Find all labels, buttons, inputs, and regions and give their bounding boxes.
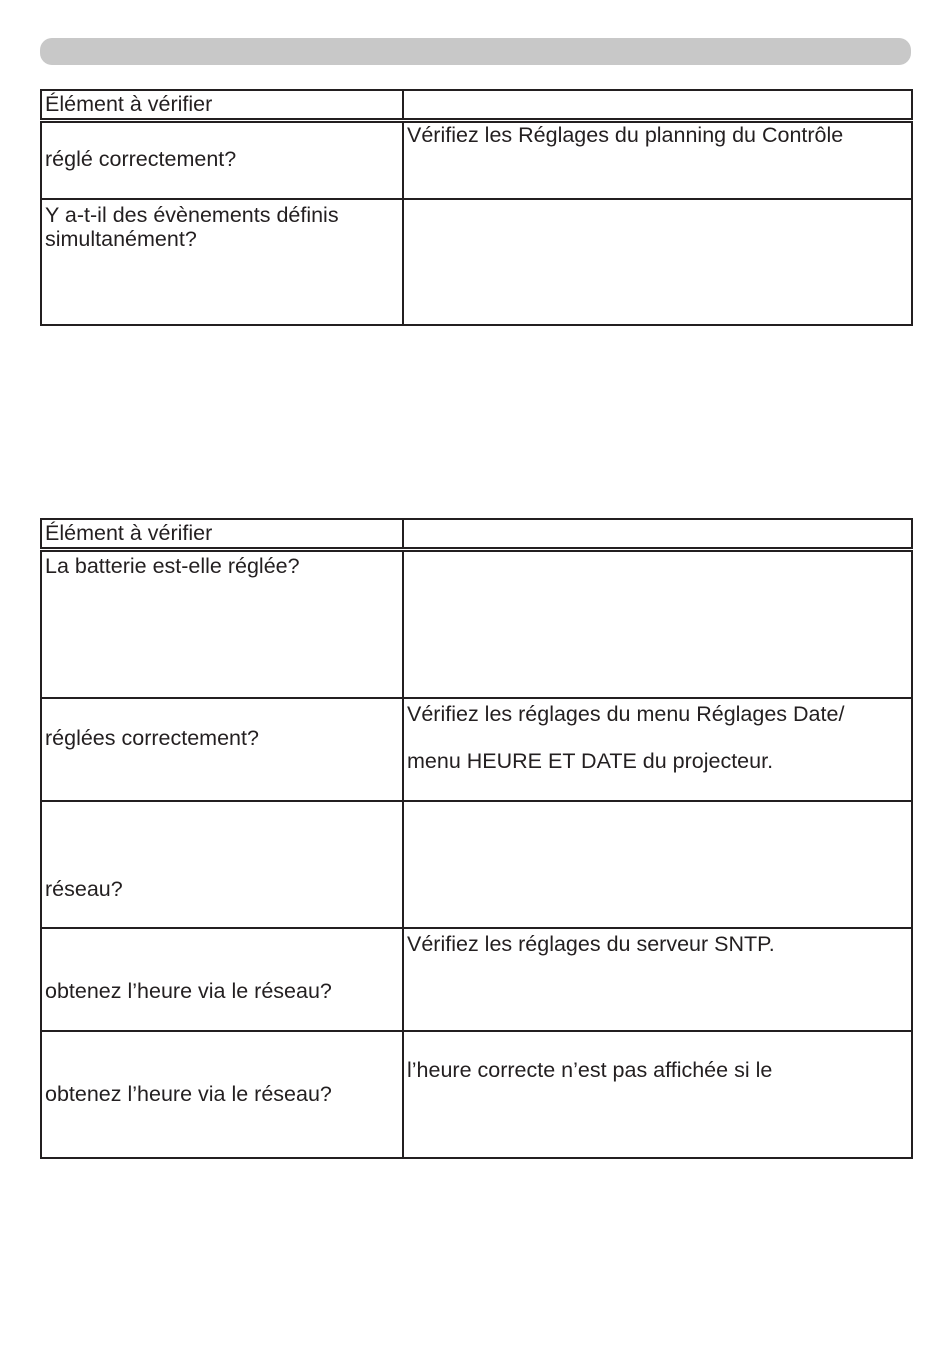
item-cell (41, 550, 403, 698)
result-text-line-2: menu HEURE ET DATE du projecteur. (407, 748, 774, 773)
table-header-row (41, 90, 912, 121)
table-header-row (41, 519, 912, 550)
item-text: La batterie est-elle réglée? (45, 554, 300, 578)
result-cell (403, 121, 912, 199)
header-result-cell (403, 519, 912, 550)
result-text: Vérifiez les Réglages du planning du Contrôle (407, 123, 844, 147)
item-text: Y a-t-il des évènements définis simultanément? (45, 202, 339, 251)
header-item-cell (41, 90, 403, 121)
item-text: obtenez l’heure via le réseau? (45, 978, 332, 1003)
item-cell (41, 928, 403, 1031)
table-row (41, 928, 912, 1031)
item-text: obtenez l’heure via le réseau? (45, 1081, 332, 1106)
result-cell (403, 698, 912, 801)
item-text: réglé correctement? (45, 147, 237, 171)
result-text: Vérifiez les réglages du serveur SNTP. (407, 931, 775, 956)
item-text: réseau? (45, 876, 123, 901)
checklist-table-1 (40, 89, 913, 326)
result-cell (403, 199, 912, 325)
result-cell (403, 928, 912, 1031)
header-item-label: Élément à vérifier (45, 92, 213, 116)
header-bar (40, 38, 911, 65)
item-cell (41, 199, 403, 325)
header-result-cell (403, 90, 912, 121)
item-cell (41, 698, 403, 801)
table-row (41, 801, 912, 928)
checklist-table-2 (40, 518, 913, 1159)
item-cell (41, 121, 403, 199)
table-row (41, 1031, 912, 1158)
item-cell (41, 1031, 403, 1158)
result-cell (403, 801, 912, 928)
result-cell (403, 1031, 912, 1158)
result-text: l’heure correcte n’est pas affichée si le (407, 1057, 773, 1082)
table-row (41, 698, 912, 801)
header-item-label: Élément à vérifier (45, 521, 213, 545)
table-row (41, 199, 912, 325)
item-cell (41, 801, 403, 928)
table-row (41, 121, 912, 199)
table-row (41, 550, 912, 698)
result-cell (403, 550, 912, 698)
header-item-cell (41, 519, 403, 550)
result-text: Vérifiez les réglages du menu Réglages Date/ (407, 701, 845, 726)
item-text: réglées correctement? (45, 725, 259, 750)
